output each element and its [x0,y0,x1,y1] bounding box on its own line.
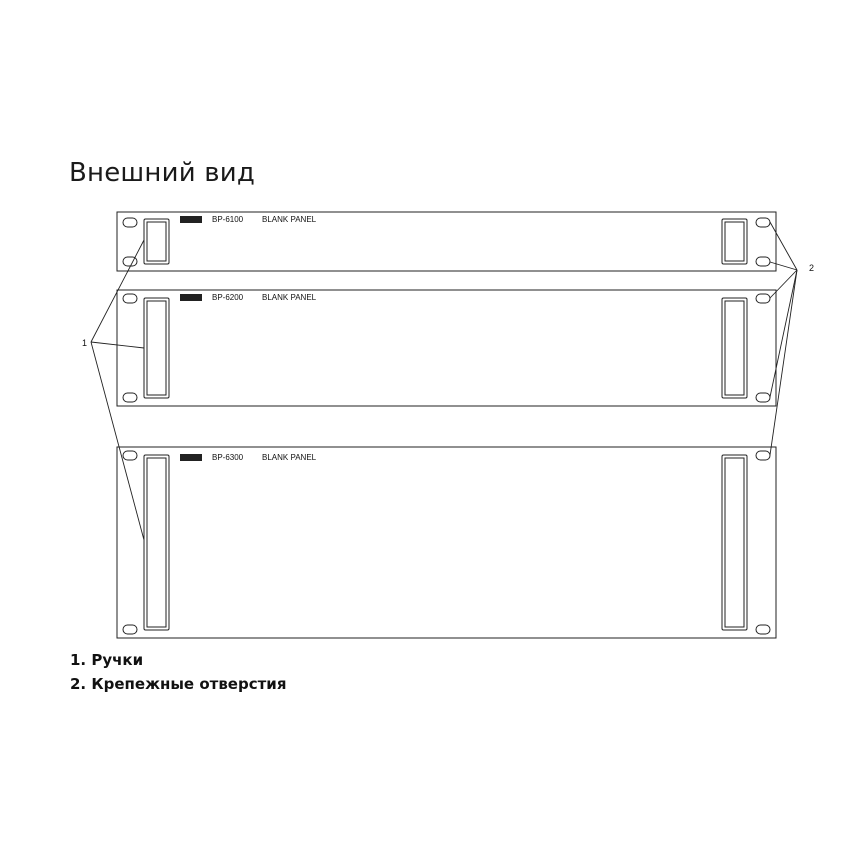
callout-number-1: 1 [82,338,88,348]
page-title: Внешний вид [69,158,256,188]
mounting-hole-icon [123,218,137,227]
panel-frame [117,290,776,406]
brand-logo-icon [180,454,202,461]
legend [70,648,286,696]
mounting-hole-icon [123,625,137,634]
panel-bp-6200 [117,290,776,406]
panel-name-label: BLANK PANEL [262,453,317,462]
handle-icon [144,455,169,630]
panel-bp-6100 [117,212,776,271]
mounting-hole-icon [123,451,137,460]
handle-icon [722,298,747,398]
mounting-hole-icon [756,218,770,227]
mounting-hole-icon [756,294,770,303]
mounting-hole-icon [756,257,770,266]
panel-model-label: BP-6100 [212,215,244,224]
panel-name-label: BLANK PANEL [262,215,317,224]
handle-icon [144,219,169,264]
mounting-hole-icon [756,451,770,460]
panel-model-label: BP-6200 [212,293,244,302]
callout-number-2: 2 [809,263,815,273]
brand-logo-icon [180,294,202,301]
panel-bp-6300 [117,447,776,638]
panel-name-label: BLANK PANEL [262,293,317,302]
panel-model-label: BP-6300 [212,453,244,462]
legend-item-handles: 1. Ручки [70,651,144,669]
handle-icon [722,455,747,630]
legend-item-mounting-holes: 2. Крепежные отверстия [70,675,287,693]
mounting-hole-icon [756,393,770,402]
mounting-hole-icon [123,294,137,303]
handle-icon [722,219,747,264]
brand-logo-icon [180,216,202,223]
handle-icon [144,298,169,398]
mounting-hole-icon [756,625,770,634]
callout-holes-leaders [770,222,797,455]
mounting-hole-icon [123,393,137,402]
panel-frame [117,447,776,638]
